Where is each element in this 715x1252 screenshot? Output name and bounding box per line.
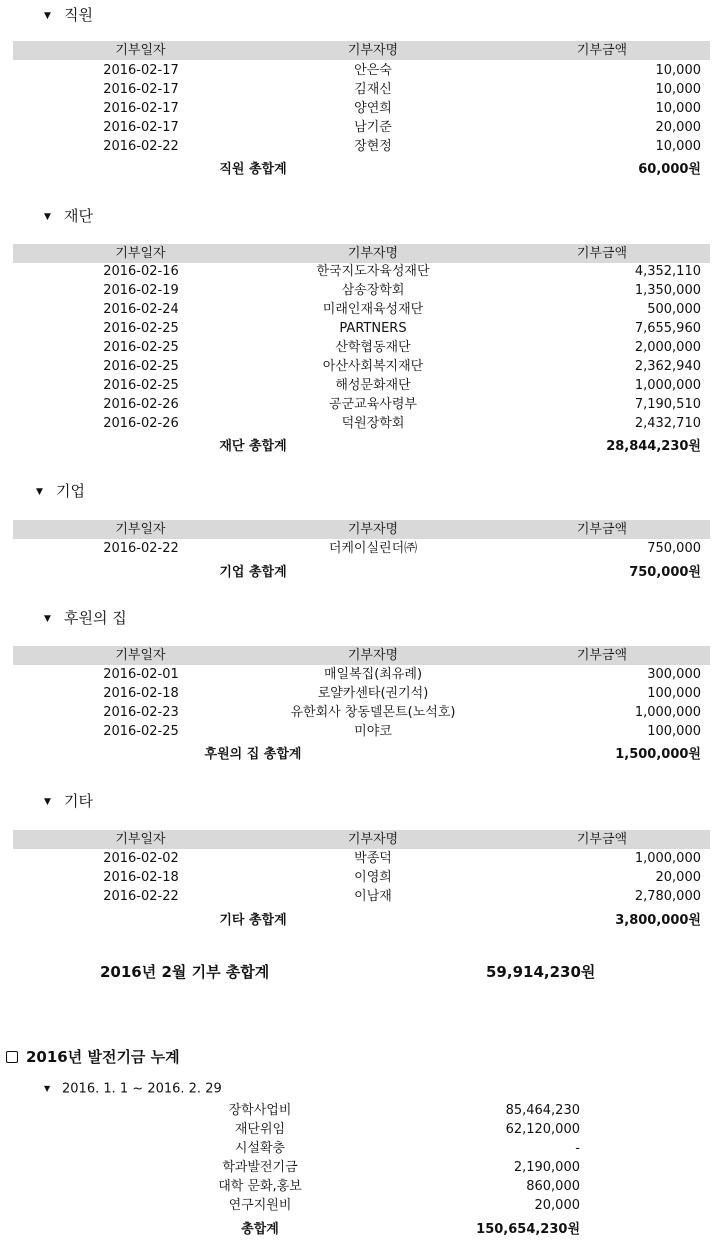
table-body-company	[13, 539, 710, 558]
table-row: 2016-02-25 미야코 100,000	[103, 724, 701, 739]
triangle-down-icon: ▼	[44, 613, 51, 624]
section-title-staff: ▼ 직원	[44, 4, 93, 26]
table-row: 2016-02-25 PARTNERS 7,655,960	[103, 321, 701, 336]
fund-total: 총합계 150,654,230원	[241, 1222, 580, 1237]
table-row: 2016-02-24 미래인재육성재단 500,000	[103, 302, 701, 317]
subtotal-staff: 직원 총합계 60,000원	[219, 162, 701, 177]
subtotal-company: 기업 총합계 750,000원	[219, 565, 701, 580]
table-row: 2016-02-17 양연희 10,000	[103, 101, 701, 116]
table-body-sponsor-house	[13, 665, 710, 741]
table-header: 기부일자 기부자명 기부금액	[13, 520, 710, 539]
list-item: 학과발전기금 2,190,000	[222, 1160, 580, 1175]
table-row: 2016-02-26 덕원장학회 2,432,710	[103, 416, 701, 431]
table-row: 2016-02-26 공군교육사령부 7,190,510	[103, 397, 701, 412]
triangle-down-icon: ▼	[36, 486, 43, 497]
table-body-foundation	[13, 262, 710, 433]
table-header: 기부일자 기부자명 기부금액	[13, 41, 710, 60]
fund-list	[0, 1101, 715, 1241]
table-row: 2016-02-01 매일복집(최유례) 300,000	[103, 667, 701, 682]
table-header: 기부일자 기부자명 기부금액	[13, 646, 710, 665]
table-body-other	[13, 849, 710, 906]
table-row: 2016-02-17 남기준 20,000	[103, 120, 701, 135]
table-header: 기부일자 기부자명 기부금액	[13, 830, 710, 849]
table-header: 기부일자 기부자명 기부금액	[13, 244, 710, 263]
table-row: 2016-02-19 삼송장학회 1,350,000	[103, 283, 701, 298]
table-body-staff	[13, 61, 710, 156]
table-row: 2016-02-16 한국지도자육성재단 4,352,110	[103, 264, 701, 279]
table-row: 2016-02-22 장현정 10,000	[103, 139, 701, 154]
list-item: 장학사업비 85,464,230	[228, 1103, 580, 1118]
table-row: 2016-02-22 더케이실린더㈜ 750,000	[103, 541, 701, 556]
table-row: 2016-02-22 이남재 2,780,000	[103, 889, 701, 904]
table-row: 2016-02-17 안은숙 10,000	[103, 63, 701, 78]
table-row: 2016-02-25 아산사회복지재단 2,362,940	[103, 359, 701, 374]
triangle-down-icon: ▼	[44, 796, 51, 807]
table-row: 2016-02-23 유한회사 창동델몬트(노석호) 1,000,000	[103, 705, 701, 720]
list-item: 연구지원비 20,000	[228, 1198, 580, 1213]
list-item: 재단위임 62,120,000	[234, 1122, 580, 1137]
triangle-down-icon: ▼	[44, 10, 51, 21]
square-bullet-icon	[6, 1051, 18, 1063]
subtotal-sponsor-house: 후원의 집 총합계 1,500,000원	[204, 747, 701, 762]
table-row: 2016-02-18 이영희 20,000	[103, 870, 701, 885]
section-title-sponsor-house: ▼ 후원의 집	[44, 607, 127, 629]
subtotal-other: 기타 총합계 3,800,000원	[219, 913, 701, 928]
list-item: 시설확충 -	[234, 1141, 580, 1156]
fund-title: 2016년 발전기금 누계	[6, 1046, 180, 1068]
grand-total-value: 59,914,230원	[486, 963, 596, 981]
subtotal-foundation: 재단 총합계 28,844,230원	[219, 439, 701, 454]
fund-period: ▼ 2016. 1. 1 ~ 2016. 2. 29	[44, 1079, 222, 1099]
section-title-other: ▼ 기타	[44, 790, 93, 812]
table-row: 2016-02-02 박종덕 1,000,000	[103, 851, 701, 866]
table-row: 2016-02-18 로얄카센타(권기석) 100,000	[103, 686, 701, 701]
section-title-foundation: ▼ 재단	[44, 205, 93, 227]
table-row: 2016-02-17 김재신 10,000	[103, 82, 701, 97]
grand-total-label: 2016년 2월 기부 총합계	[100, 963, 270, 981]
triangle-down-icon: ▼	[44, 1084, 51, 1093]
table-row: 2016-02-25 해성문화재단 1,000,000	[103, 378, 701, 393]
table-row: 2016-02-25 산학협동재단 2,000,000	[103, 340, 701, 355]
grand-total	[0, 960, 715, 984]
section-title-company: ▼ 기업	[36, 480, 85, 502]
list-item: 대학 문화,홍보 860,000	[218, 1179, 580, 1194]
triangle-down-icon: ▼	[44, 211, 51, 222]
